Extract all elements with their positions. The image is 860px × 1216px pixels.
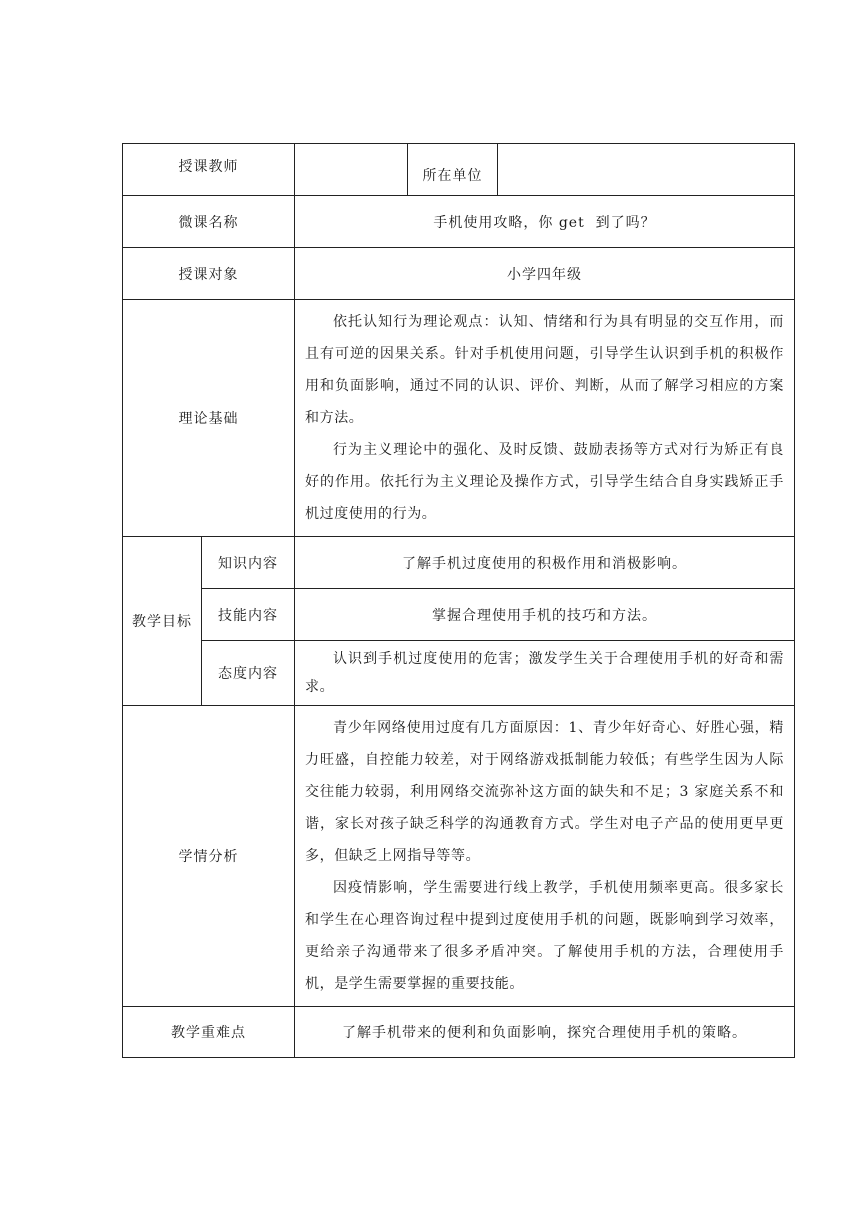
knowledge-value: 了解手机过度使用的积极作用和消极影响。 [295,537,795,589]
audience-value: 小学四年级 [295,248,795,300]
skills-label: 技能内容 [202,589,295,641]
unit-value [498,144,795,196]
lesson-plan-table [122,143,795,1058]
analysis-row [123,706,795,1007]
theory-label: 理论基础 [123,300,295,537]
key-points-value: 了解手机带来的便利和负面影响，探究合理使用手机的策略。 [295,1007,795,1058]
analysis-content [295,706,795,1007]
lesson-name-row [123,196,795,248]
goal-attitude-row [123,641,795,706]
attitude-label: 态度内容 [202,641,295,706]
lesson-name-label: 微课名称 [123,196,295,248]
theory-paragraph: 行为主义理论中的强化、及时反馈、鼓励表扬等方式对行为矫正有良好的作用。依托行为主义理论及操作方式，引导学生结合自身实践矫正手机过度使用的行为。 [305,442,784,522]
audience-row [123,248,795,300]
teacher-label: 授课教师 [123,144,295,196]
analysis-paragraph: 因疫情影响，学生需要进行线上教学，手机使用频率更高。很多家长和学生在心理咨询过程中提到过度使用手机的问题，既影响到学习效率，更给亲子沟通带来了很多矛盾冲突。了解使用手机的方法，合理使用手机，是学生需要掌握的重要技能。 [305,880,784,992]
goals-label: 教学目标 [123,537,202,706]
analysis-label: 学情分析 [123,706,295,1007]
skills-value: 掌握合理使用手机的技巧和方法。 [295,589,795,641]
lesson-name-value: 手机使用攻略，你 get 到了吗？ [295,196,795,248]
knowledge-label: 知识内容 [202,537,295,589]
teacher-value [295,144,408,196]
attitude-value: 认识到手机过度使用的危害；激发学生关于合理使用手机的好奇和需求。 [305,651,784,695]
theory-row [123,300,795,537]
goal-skills-row [123,589,795,641]
attitude-value-cell [295,641,795,706]
theory-paragraph: 依托认知行为理论观点：认知、情绪和行为具有明显的交互作用，而且有可逆的因果关系。针对手机使用问题，引导学生认识到手机的积极作用和负面影响，通过不同的认识、评价、判断，从而了解学习相应的方案和方法。 [305,314,784,426]
key-points-row [123,1007,795,1058]
analysis-paragraph: 青少年网络使用过度有几方面原因：1、青少年好奇心、好胜心强，精力旺盛，自控能力较差，对于网络游戏抵制能力较低；有些学生因为人际交往能力较弱，利用网络交流弥补这方面的缺失和不足；3 家庭关系不和谐，家长对孩子缺乏科学的沟通教育方式。学生对电子产品的使用更早更多，但缺乏上网指导等等。 [305,720,784,864]
goal-knowledge-row [123,537,795,589]
teacher-row [123,144,795,196]
key-points-label: 教学重难点 [123,1007,295,1058]
audience-label: 授课对象 [123,248,295,300]
theory-content [295,300,795,537]
unit-label: 所在单位 [408,144,498,196]
